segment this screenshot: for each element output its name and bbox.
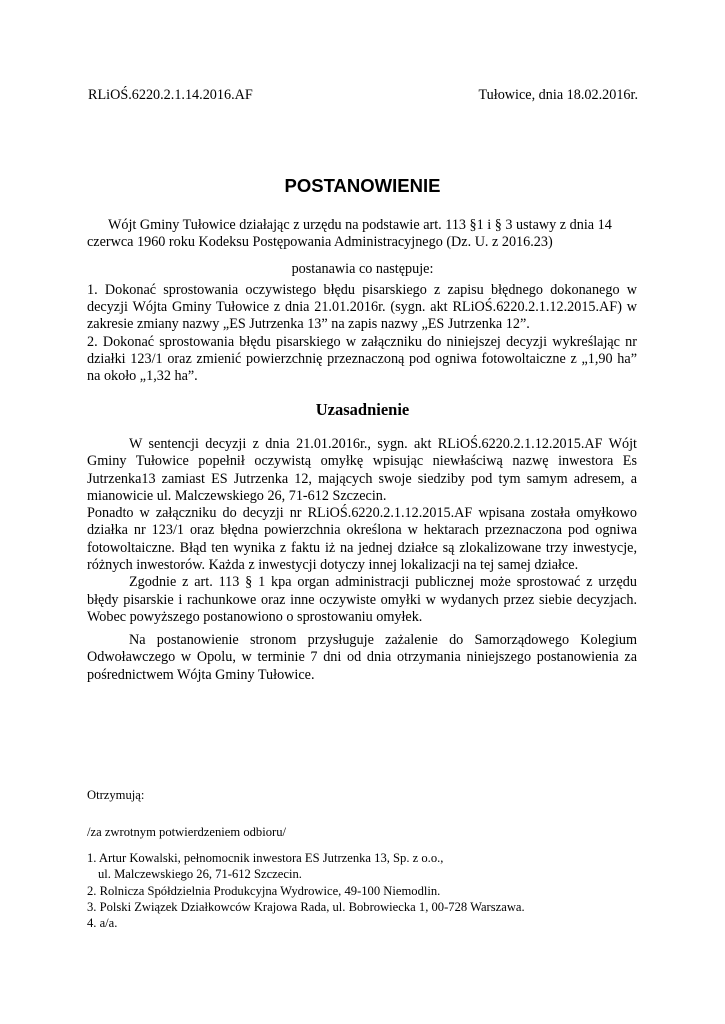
- recipient-item: 3. Polski Związek Działkowców Krajowa Rada, ul. Bobrowiecka 1, 00-728 Warszawa.: [87, 899, 525, 914]
- appeal-section: [87, 632, 637, 684]
- recipients-heading: Otrzymują:: [87, 788, 145, 802]
- justification-paragraph: W sentencji decyzji z dnia 21.01.2016r., sygn. akt RLiOŚ.6220.2.1.12.2015.AF Wójt Gminy Tułowice popełnił oczywistą omyłkę wpisując niewłaściwą nazwę inwestora Es Jutrzenka13 zamiast ES Jutrzenka 12, mających swoje siedziby pod tym samym adresem, a mianowicie ul. Malczewskiego 26, 71-612 Szczecin.: [87, 436, 637, 504]
- recipient-item: 1. Artur Kowalski, pełnomocnik inwestora ES Jutrzenka 13, Sp. z o.o.,: [87, 851, 444, 865]
- recipients-list: [87, 850, 647, 931]
- recipient-item: 2. Rolnicza Spółdzielnia Produkcyjna Wydrowice, 49-100 Niemodlin.: [87, 883, 441, 898]
- document-title: POSTANOWIENIE: [284, 175, 441, 196]
- justification-paragraph: Zgodnie z art. 113 § 1 kpa organ administracji publicznej może sprostować z urzędu błędy pisarskie i rachunkowe oraz inne oczywiste omyłki w wydanych przez siebie decyzjach. Wobec powyższego postanowiono o sprostowaniu omyłek.: [87, 574, 637, 625]
- intro-paragraph: [87, 217, 637, 251]
- intro-text: Wójt Gminy Tułowice działając z urzędu na podstawie art. 113 §1 i § 3 ustawy z dnia 14 czerwca 1960 roku Kodeksu Postępowania Administracyjnego (Dz. U. z 2016.23): [87, 217, 612, 251]
- reference-number: RLiOŚ.6220.2.1.14.2016.AF: [88, 87, 253, 103]
- decisions-section: [87, 282, 637, 385]
- justification-paragraph: Ponadto w załączniku do decyzji nr RLiOŚ.6220.2.1.12.2015.AF wpisana została omyłkowo działka nr 123/1 oraz błędna powierzchnia określona w hektarach przeznaczona pod ogniwa fotowoltaiczne. Błąd ten wynika z faktu iż na jednej działce są zlokalizowane trzy inwestycje, różnych inwestorów. Każda z inwestycji dotyczy innej lokalizacji na tej samej działce.: [87, 505, 637, 574]
- justification-section: [87, 436, 637, 626]
- recipient-item-continuation: ul. Malczewskiego 26, 71-612 Szczecin.: [98, 867, 302, 882]
- recipients-note: /za zwrotnym potwierdzeniem odbioru/: [87, 825, 286, 839]
- recipient-item: 4. a/a.: [87, 916, 118, 931]
- resolve-line: postanawia co następuje:: [291, 261, 434, 277]
- justification-heading: Uzasadnienie: [315, 400, 410, 419]
- decision-item: 1. Dokonać sprostowania oczywistego błędu pisarskiego z zapisu błędnego dokonanego w decyzji Wójta Gminy Tułowice z dnia 21.01.2016r. (sygn. akt RLiOŚ.6220.2.1.12.2015.AF) w zakresie zmiany nazwy „ES Jutrzenka 13” na zapis nazwy „ES Jutrzenka 12”.: [87, 282, 637, 333]
- place-and-date: Tułowice, dnia 18.02.2016r.: [478, 87, 638, 103]
- appeal-text: Na postanowienie stronom przysługuje zażalenie do Samorządowego Kolegium Odwoławczego w Opolu, w terminie 7 dni od dnia otrzymania niniejszego postanowienia za pośrednictwem Wójta Gminy Tułowice.: [87, 632, 637, 683]
- decision-item: 2. Dokonać sprostowania błędu pisarskiego w załączniku do niniejszej decyzji wykreślając nr działki 123/1 oraz zmienić powierzchnię przeznaczoną pod ogniwa fotowoltaiczne z „1,90 ha” na około „1,32 ha”.: [87, 333, 637, 385]
